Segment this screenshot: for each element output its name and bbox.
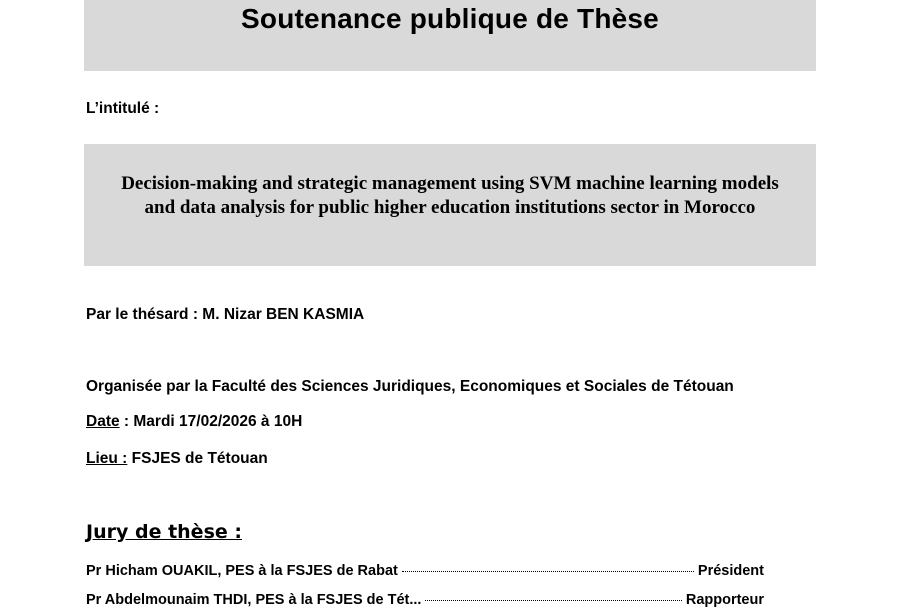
jury-member-name: Pr Abdelmounaim THDI, PES à la FSJES de Tét... — [86, 592, 422, 608]
venue-line — [86, 450, 268, 468]
venue-label: Lieu : — [86, 450, 128, 467]
subject-label: L’intitulé : — [86, 100, 160, 117]
dot-leader — [425, 600, 681, 601]
jury-member-role: Rapporteur — [685, 592, 764, 608]
jury-heading: Jury de thèse : — [86, 521, 242, 543]
thesis-subject: Decision-making and strategic management using SVM machine learning models and data analysis for public higher education institutions sector in Morocco — [121, 173, 779, 218]
date-line — [86, 413, 302, 431]
jury-member-name: Pr Hicham OUAKIL, PES à la FSJES de Rabat — [86, 563, 398, 579]
candidate-line: Par le thésard : M. Nizar BEN KASMIA — [86, 306, 365, 323]
jury-member-row — [86, 563, 764, 579]
jury-member-role: Président — [697, 563, 764, 579]
venue-value: FSJES de Tétouan — [127, 450, 268, 467]
subject-banner — [84, 144, 816, 266]
date-label: Date — [86, 413, 120, 430]
date-value: : Mardi 17/02/2026 à 10H — [119, 413, 303, 430]
dot-leader — [402, 571, 694, 572]
organizer-line: Organisée par la Faculté des Sciences Juridiques, Economiques et Sociales de Tétouan — [86, 378, 734, 395]
page-title: Soutenance publique de Thèse — [241, 3, 659, 34]
jury-member-row — [86, 592, 764, 608]
title-banner — [84, 0, 816, 71]
